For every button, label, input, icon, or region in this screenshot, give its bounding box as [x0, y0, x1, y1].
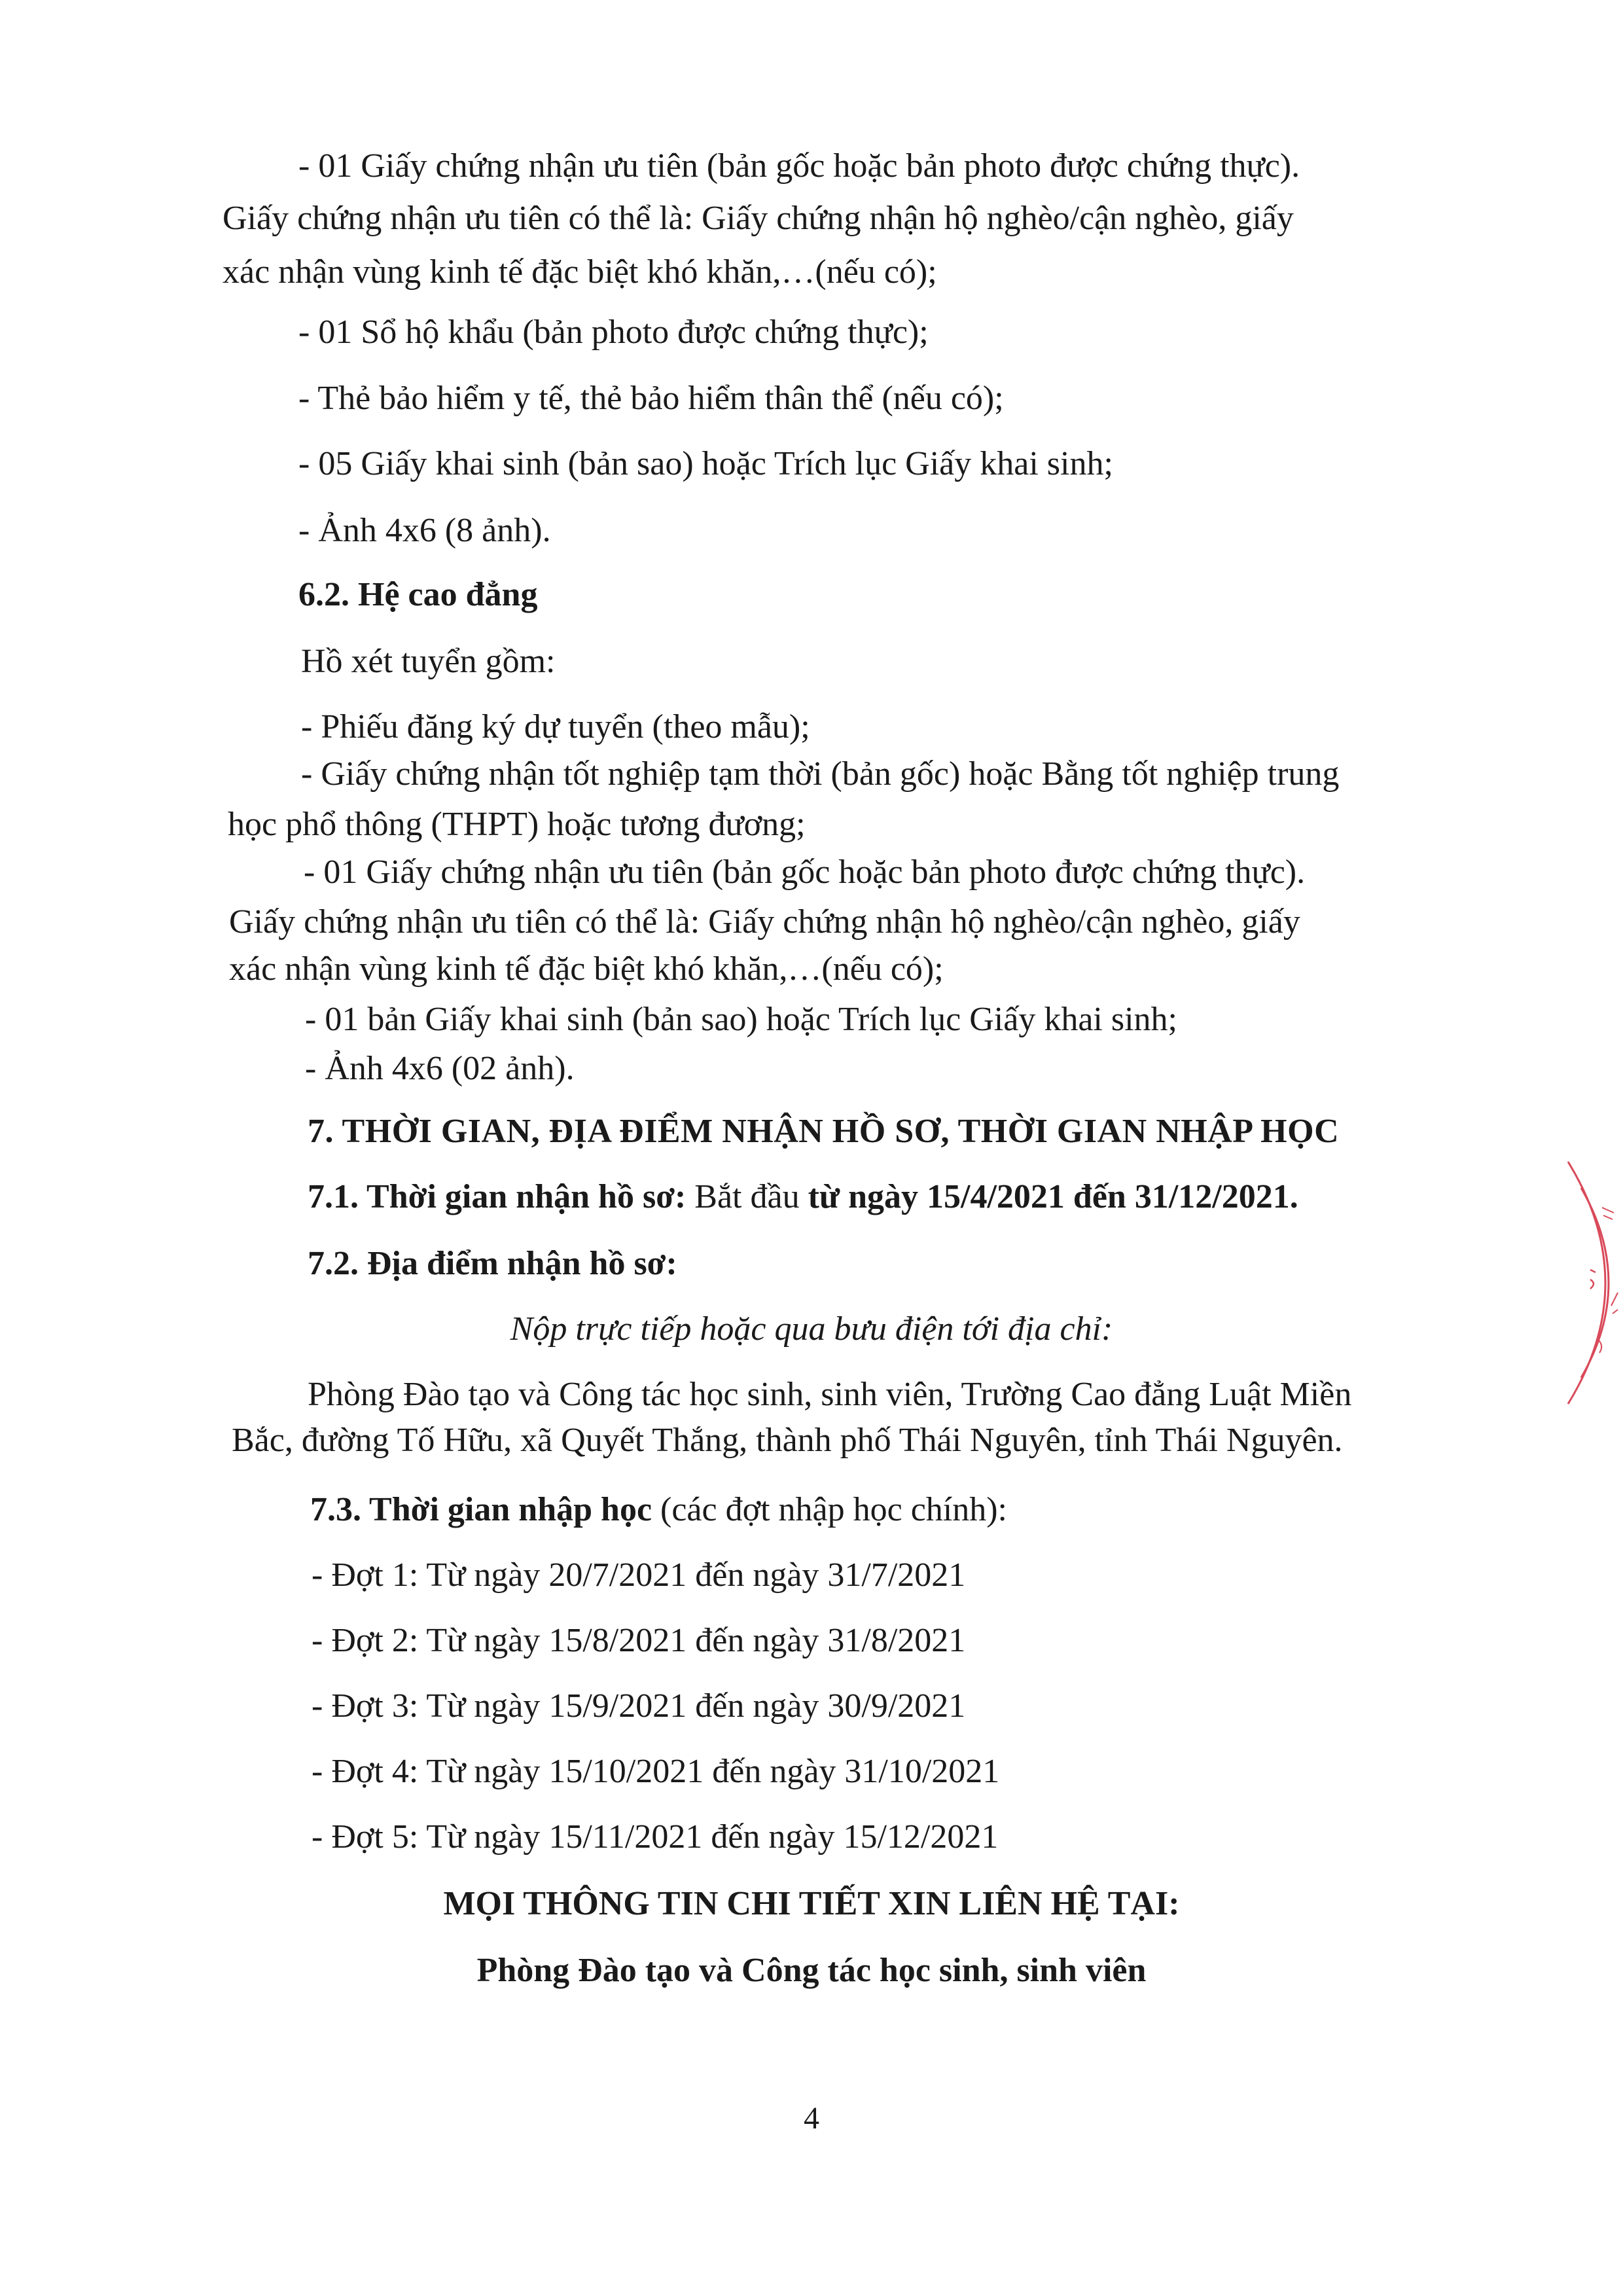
round-item: - Đợt 2: Từ ngày 15/8/2021 đến ngày 31/8/2021	[312, 1622, 966, 1659]
s62-line-8: - Ảnh 4x6 (02 ảnh).	[305, 1050, 575, 1087]
s62-line-4: - 01 Giấy chứng nhận ưu tiên (bản gốc hoặc bản photo được chứng thực).	[304, 853, 1306, 891]
address-line-2: Bắc, đường Tố Hữu, xã Quyết Thắng, thành phố Thái Nguyên, tỉnh Thái Nguyên.	[232, 1422, 1343, 1459]
seal-stamp-partial	[1564, 1142, 1623, 1424]
s61-line-4: - 01 Sổ hộ khẩu (bản photo được chứng thực);	[298, 314, 929, 351]
s62-line-1: - Phiếu đăng ký dự tuyển (theo mẫu);	[301, 708, 810, 745]
address-line-1: Phòng Đào tạo và Công tác học sinh, sinh viên, Trường Cao đẳng Luật Miền	[308, 1376, 1352, 1413]
s72-heading: 7.2. Địa điểm nhận hồ sơ:	[308, 1245, 677, 1282]
s71-label: 7.1. Thời gian nhận hồ sơ:	[308, 1178, 687, 1215]
s62-line-2: - Giấy chứng nhận tốt nghiệp tạm thời (bản gốc) hoặc Bằng tốt nghiệp trung	[301, 755, 1340, 793]
s61-line-3: xác nhận vùng kinh tế đặc biệt khó khăn,…(nếu có);	[223, 253, 937, 291]
s73-line	[310, 1493, 1007, 1527]
s61-line-7: - Ảnh 4x6 (8 ảnh).	[298, 512, 551, 549]
s62-line-7: - 01 bản Giấy khai sinh (bản sao) hoặc Trích lục Giấy khai sinh;	[305, 1001, 1177, 1038]
round-item: - Đợt 4: Từ ngày 15/10/2021 đến ngày 31/10/2021	[312, 1753, 1000, 1790]
round-item: - Đợt 1: Từ ngày 20/7/2021 đến ngày 31/7/2021	[312, 1556, 966, 1594]
round-item: - Đợt 5: Từ ngày 15/11/2021 đến ngày 15/12/2021	[312, 1818, 999, 1856]
s61-line-1: - 01 Giấy chứng nhận ưu tiên (bản gốc hoặc bản photo được chứng thực).	[298, 147, 1300, 185]
s61-line-6: - 05 Giấy khai sinh (bản sao) hoặc Trích lục Giấy khai sinh;	[298, 445, 1113, 482]
s73-rest: (các đợt nhập học chính):	[652, 1491, 1007, 1528]
s61-line-2: Giấy chứng nhận ưu tiên có thể là: Giấy chứng nhận hộ nghèo/cận nghèo, giấy	[223, 200, 1294, 237]
s73-label: 7.3. Thời gian nhập học	[310, 1491, 652, 1528]
page-number: 4	[804, 2101, 819, 2136]
s62-line-6: xác nhận vùng kinh tế đặc biệt khó khăn,…(nếu có);	[229, 950, 944, 988]
contact-office: Phòng Đào tạo và Công tác học sinh, sinh viên	[476, 1952, 1147, 1989]
contact-title: MỌI THÔNG TIN CHI TIẾT XIN LIÊN HỆ TẠI:	[443, 1885, 1180, 1922]
s7-heading: 7. THỜI GIAN, ĐỊA ĐIỂM NHẬN HỒ SƠ, THỜI GIAN NHẬP HỌC	[308, 1113, 1340, 1150]
s62-line-3: học phổ thông (THPT) hoặc tương đương;	[228, 806, 806, 843]
s62-heading: 6.2. Hệ cao đẳng	[298, 576, 538, 613]
s71-dates: từ ngày 15/4/2021 đến 31/12/2021.	[808, 1178, 1298, 1215]
round-item: - Đợt 3: Từ ngày 15/9/2021 đến ngày 30/9/2021	[312, 1687, 966, 1725]
s72-subtitle: Nộp trực tiếp hoặc qua bưu điện tới địa chỉ:	[510, 1310, 1113, 1348]
s71-mid: Bắt đầu	[686, 1178, 808, 1215]
s61-line-5: - Thẻ bảo hiểm y tế, thẻ bảo hiểm thân thể (nếu có);	[298, 380, 1004, 417]
s71-line	[308, 1180, 1298, 1214]
s62-intro: Hồ xét tuyển gồm:	[301, 643, 556, 680]
s62-line-5: Giấy chứng nhận ưu tiên có thể là: Giấy chứng nhận hộ nghèo/cận nghèo, giấy	[229, 903, 1300, 941]
